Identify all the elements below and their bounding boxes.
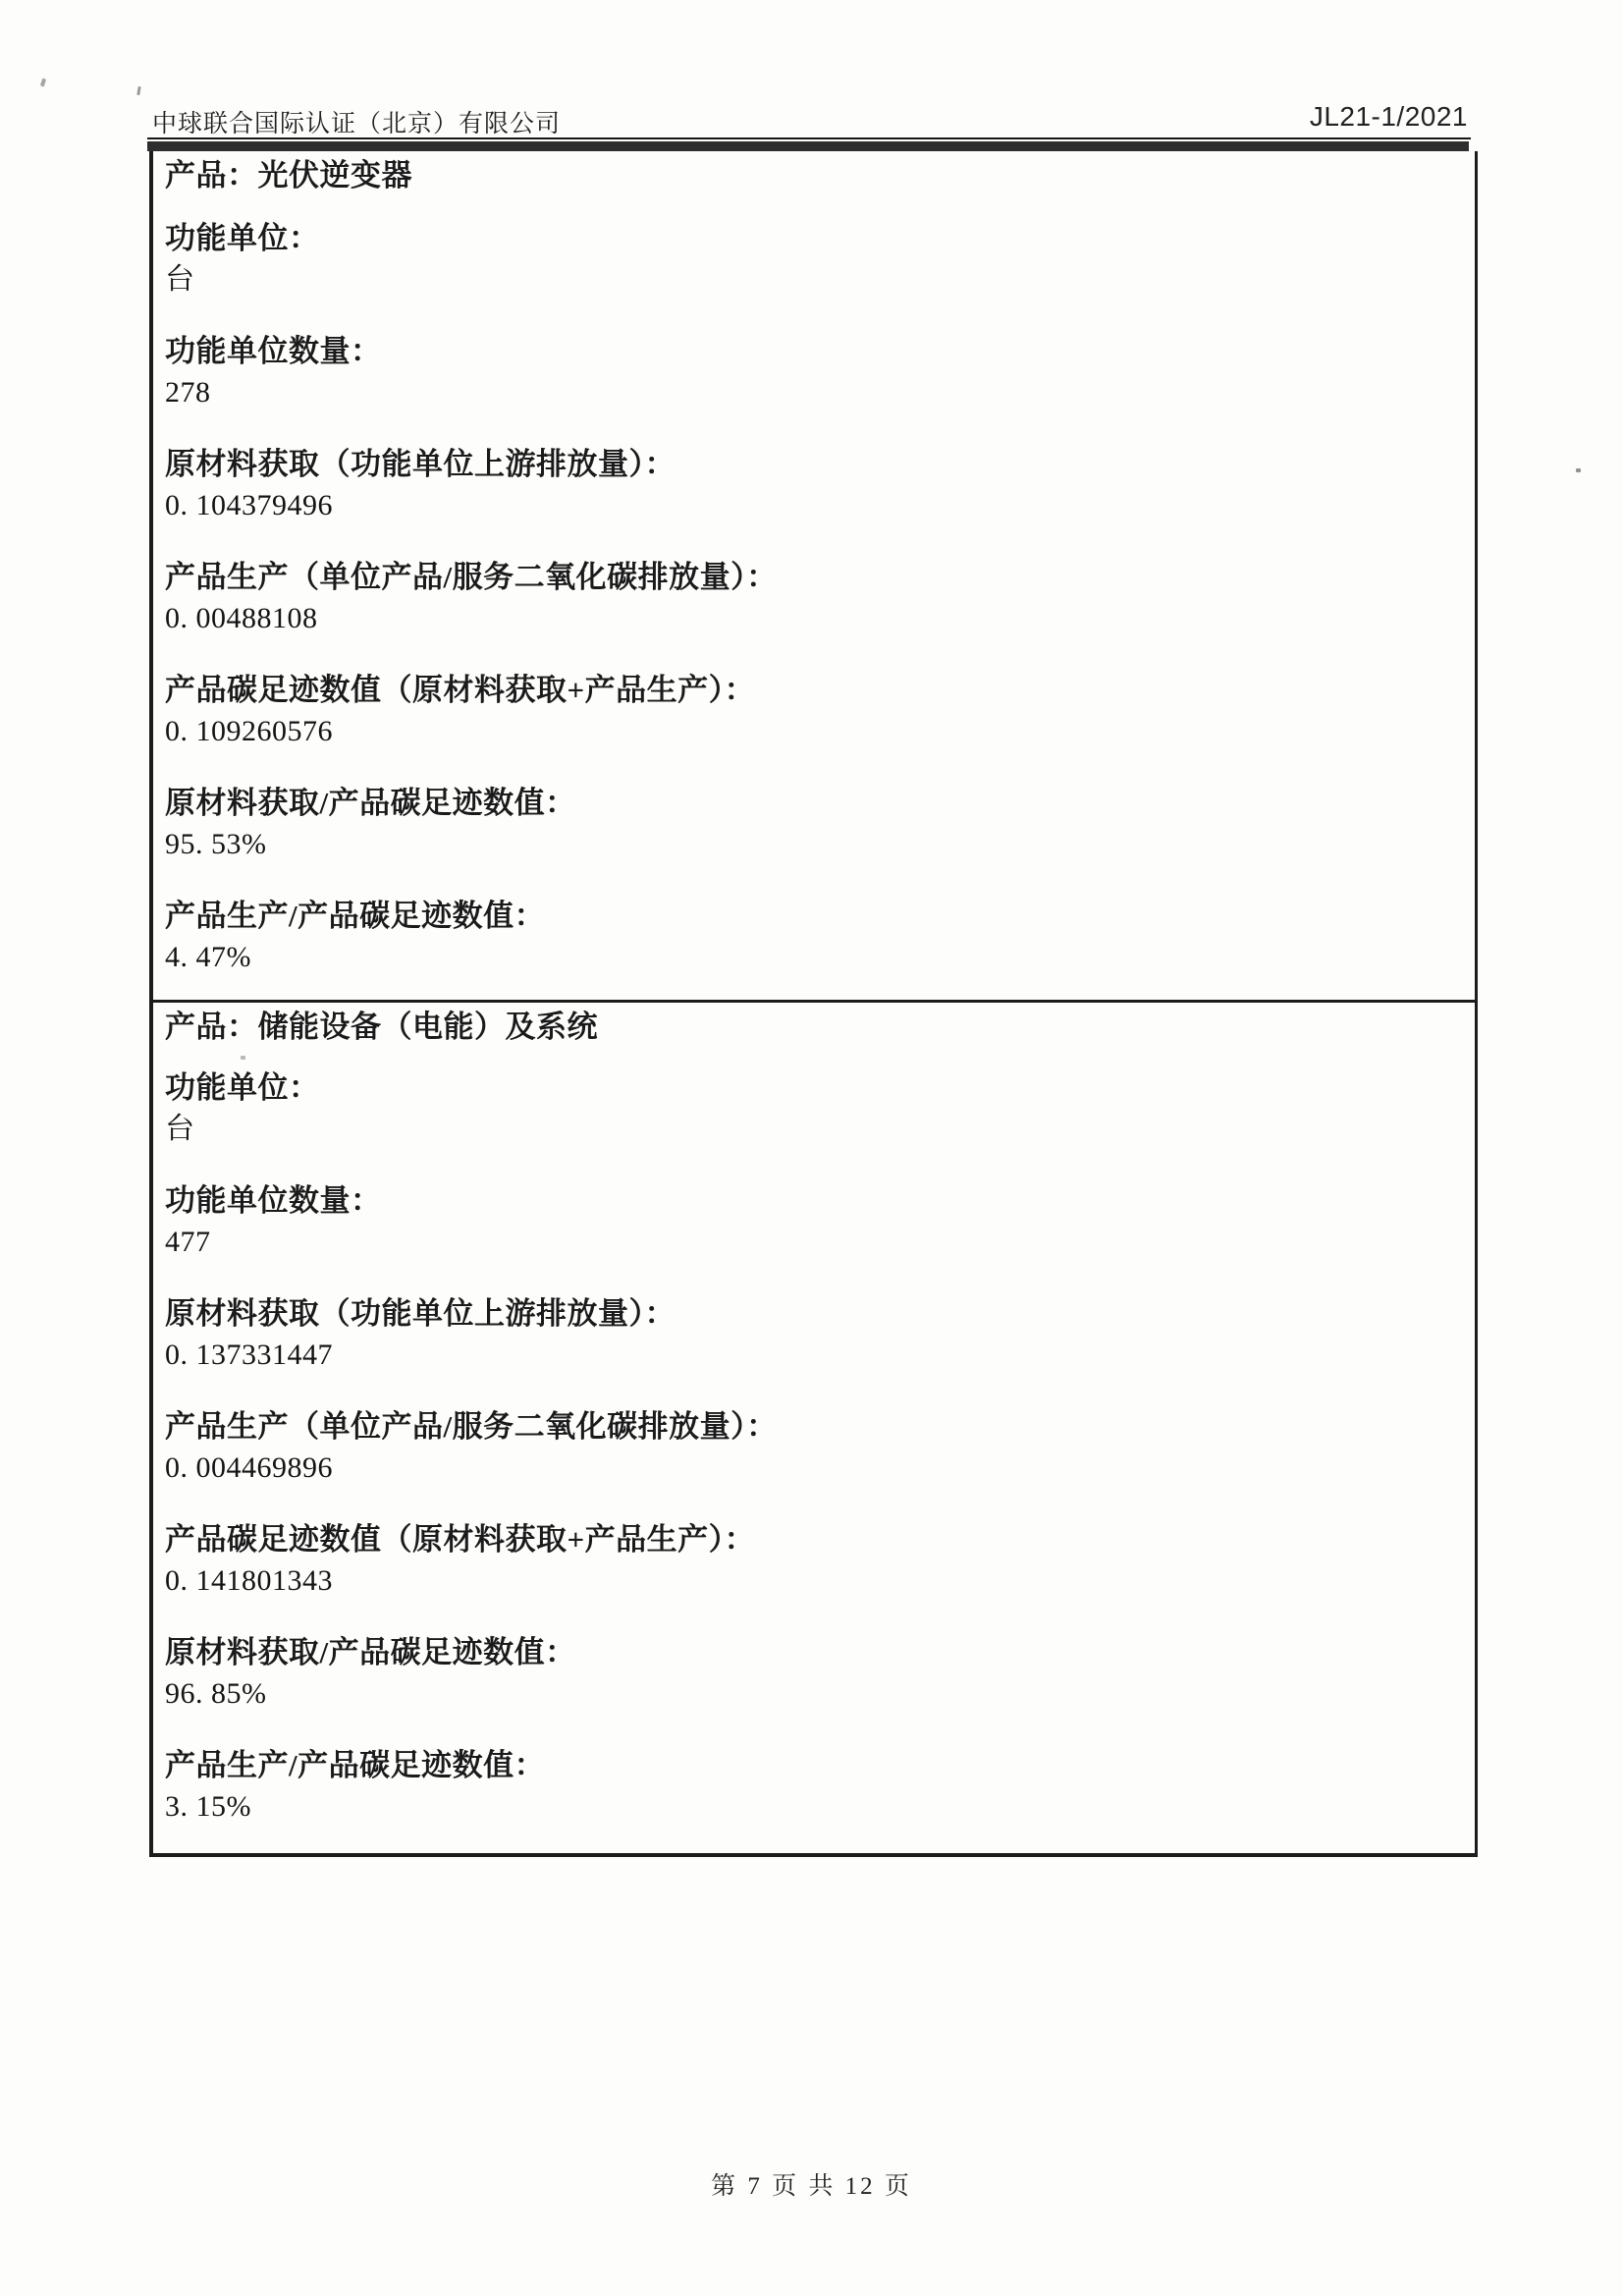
section2-field-label: 功能单位： [165,1070,320,1105]
section1-field-label: 功能单位数量： [165,334,382,368]
section2-field-label: 原材料获取/产品碳足迹数值： [165,1635,576,1669]
section2-field-value: 3. 15% [165,1790,251,1823]
section2-field-value: 0. 004469896 [165,1451,333,1484]
header-rule-bar [147,141,1469,151]
section2-product-title: 产品：储能设备（电能）及系统 [165,1010,598,1044]
scan-artifact [40,79,46,87]
section2-field-value: 96. 85% [165,1677,267,1710]
section-divider-line [149,1000,1478,1003]
section1-product-title: 产品：光伏逆变器 [165,158,412,192]
section1-field-value: 0. 00488108 [165,602,318,634]
scan-artifact [241,1056,245,1060]
section2-field-label: 原材料获取（功能单位上游排放量）： [165,1296,676,1331]
section1-field-value: 278 [165,376,211,409]
section2-field-value: 0. 137331447 [165,1339,333,1371]
header-rule-thin [147,137,1471,139]
section1-field-label: 原材料获取/产品碳足迹数值： [165,786,576,820]
page-number-footer: 第 7 页 共 12 页 [711,2173,912,2200]
content-box-border [149,151,1478,1857]
section1-field-value: 0. 104379496 [165,489,333,521]
section1-field-value: 95. 53% [165,828,267,860]
section1-field-label: 功能单位： [165,221,320,255]
section2-field-label: 产品生产（单位产品/服务二氧化碳排放量）： [165,1409,778,1444]
section2-field-value: 0. 141801343 [165,1564,333,1597]
section1-field-label: 产品生产/产品碳足迹数值： [165,899,546,933]
section1-field-label: 原材料获取（功能单位上游排放量）： [165,447,676,481]
section1-field-value: 0. 109260576 [165,715,333,747]
section2-field-value: 477 [165,1226,211,1258]
section1-field-value: 台 [165,263,195,296]
header-company-name: 中球联合国际认证（北京）有限公司 [152,111,562,137]
section1-field-value: 4. 47% [165,941,251,973]
section2-field-label: 产品生产/产品碳足迹数值： [165,1748,546,1782]
header-doc-number: JL21-1/2021 [1309,101,1468,132]
section2-field-value: 台 [165,1113,195,1145]
section1-field-label: 产品碳足迹数值（原材料获取+产品生产）： [165,673,756,707]
scan-artifact [1576,468,1581,472]
section2-field-label: 功能单位数量： [165,1183,382,1218]
scan-artifact [136,86,141,95]
section2-field-label: 产品碳足迹数值（原材料获取+产品生产）： [165,1522,756,1557]
section1-field-label: 产品生产（单位产品/服务二氧化碳排放量）： [165,560,778,594]
